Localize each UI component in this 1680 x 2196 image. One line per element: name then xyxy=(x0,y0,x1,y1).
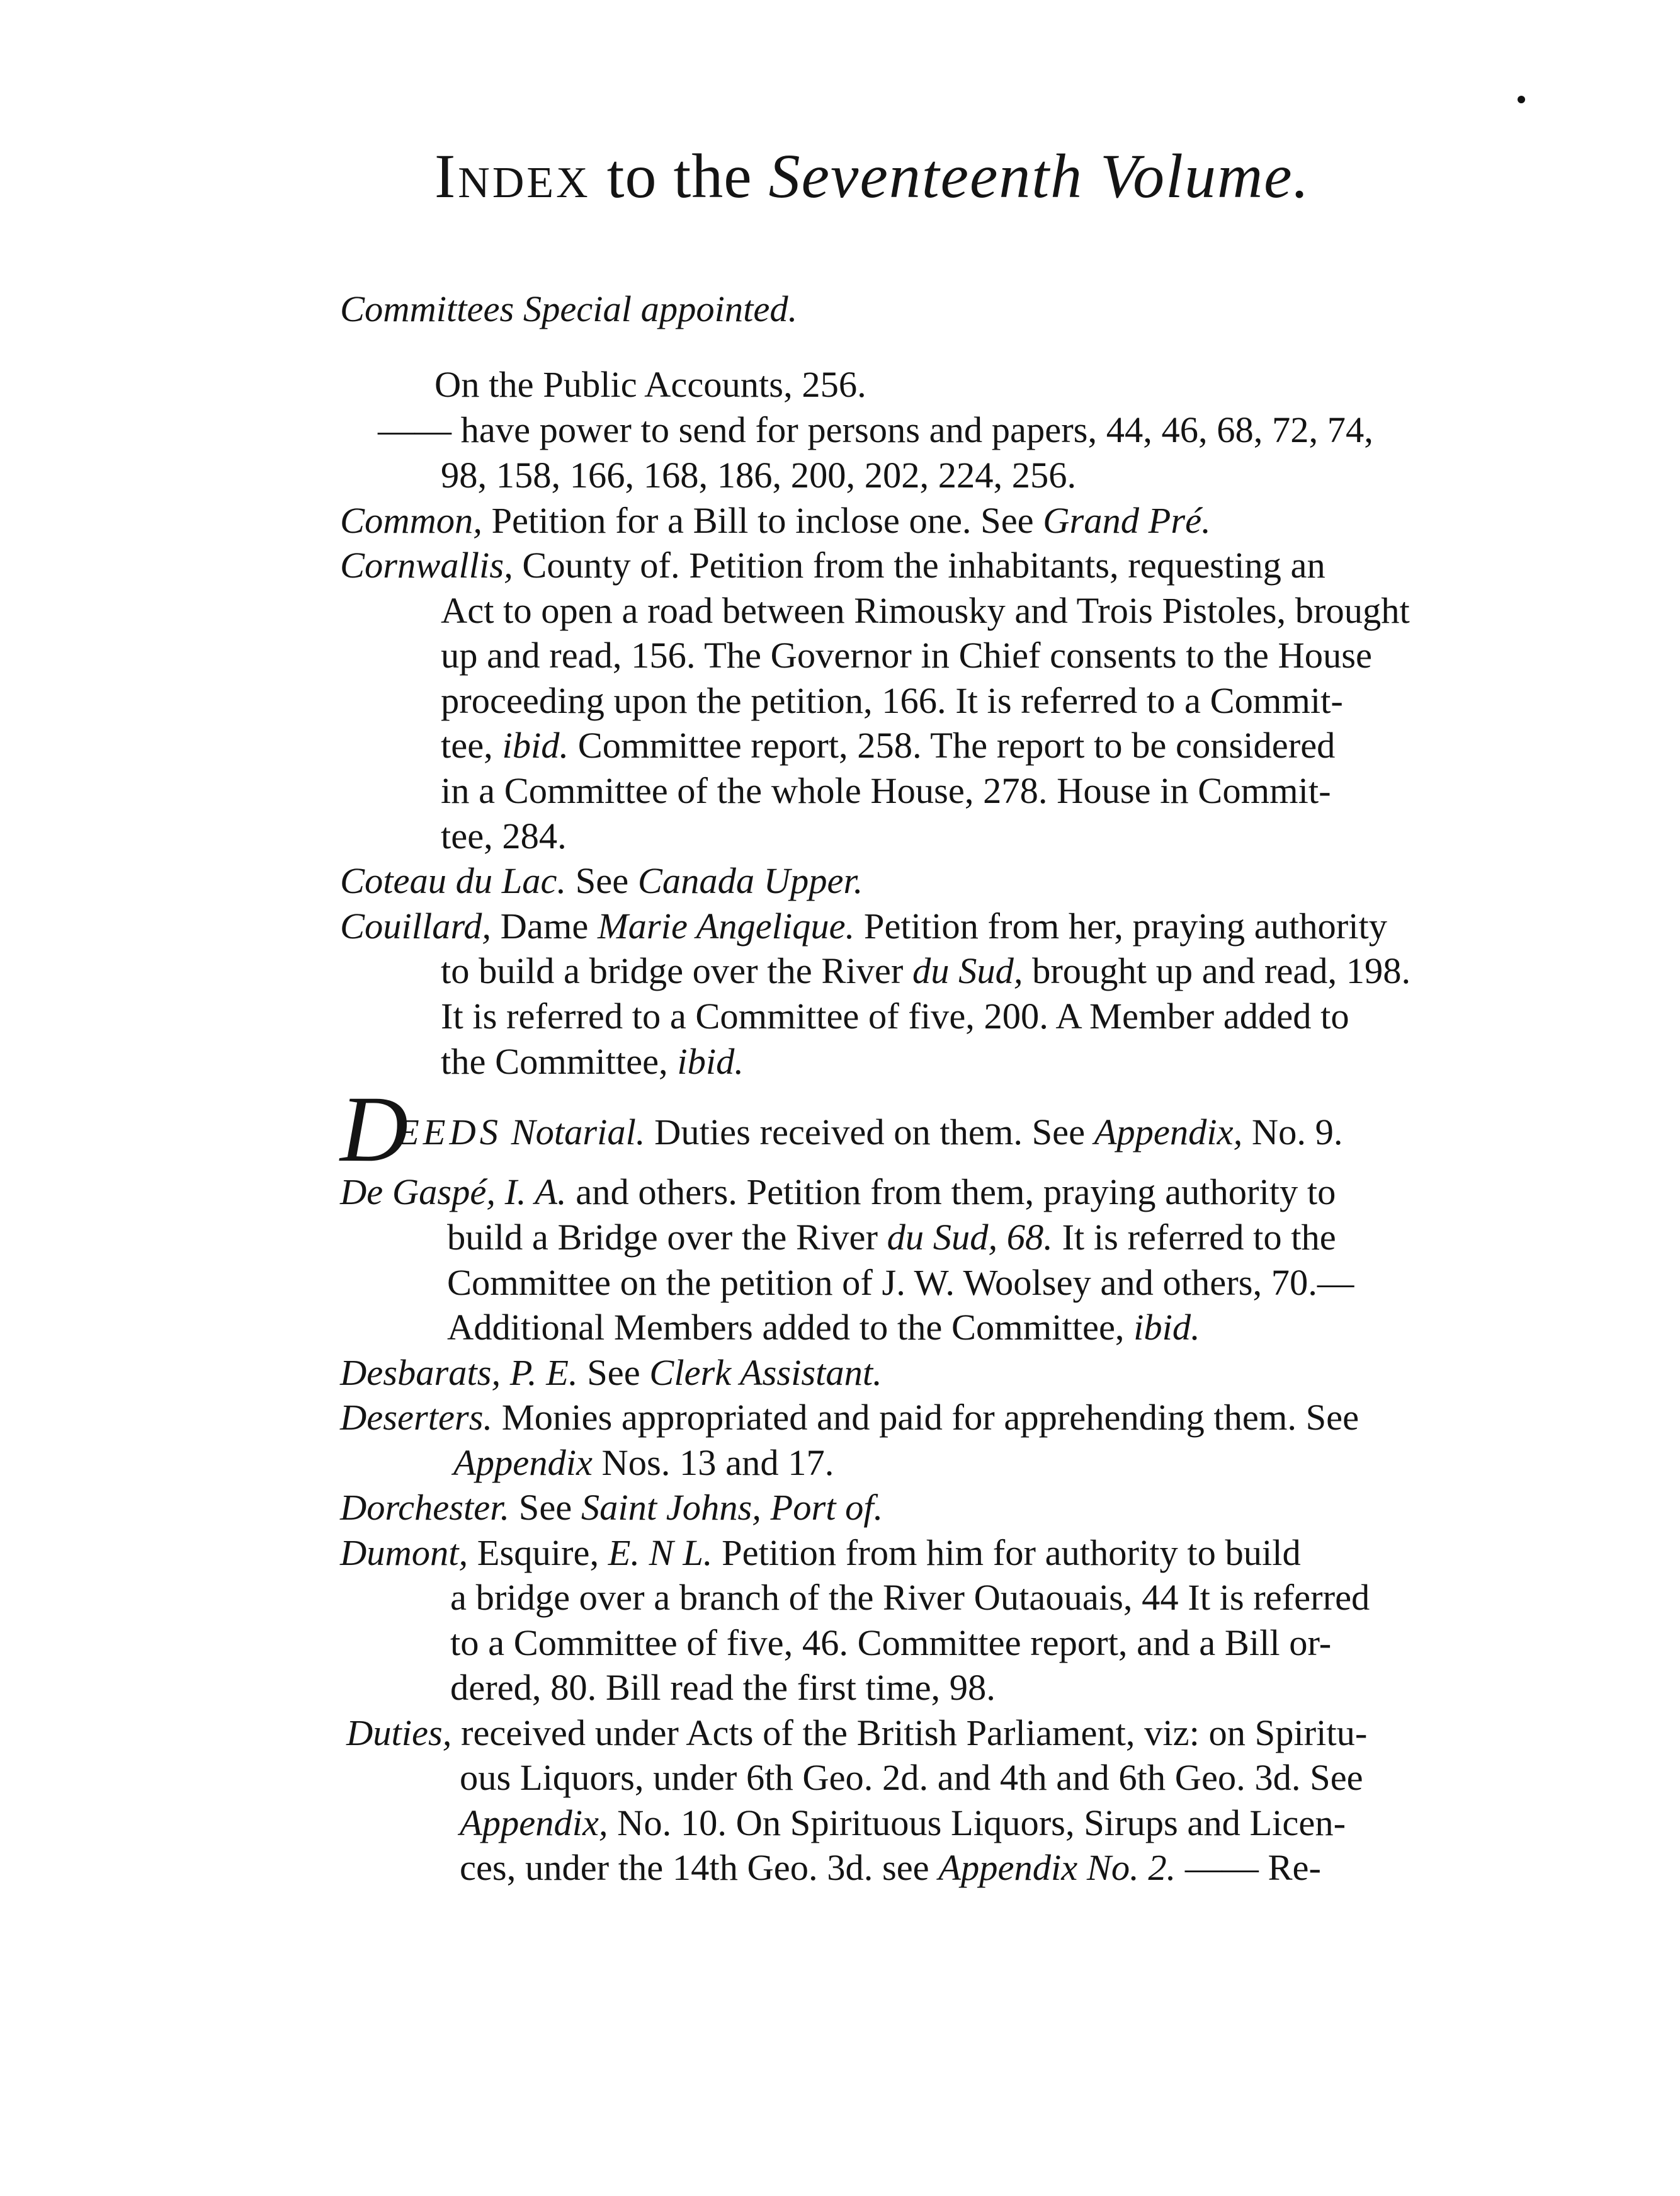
index-text: No. 9. xyxy=(1242,1112,1343,1152)
index-italic-text: Committees Special appointed. xyxy=(340,288,798,329)
index-line xyxy=(447,1305,1200,1350)
index-text: ces, under the 14th Geo. 3d. see xyxy=(460,1847,939,1888)
index-text: Act to open a road between Rimousky and Trois Pistoles, brought xyxy=(441,590,1410,631)
index-italic-text: Saint Johns, Port of. xyxy=(581,1487,883,1528)
index-text: build a Bridge over the River xyxy=(447,1217,887,1258)
index-line xyxy=(441,1039,744,1084)
index-line xyxy=(447,1260,1354,1306)
index-italic-text: ibid. xyxy=(1133,1307,1200,1348)
index-line xyxy=(340,498,1211,543)
index-line xyxy=(340,543,1325,588)
index-italic-text: Dumont, xyxy=(340,1532,468,1573)
index-text: ous Liquors, under 6th Geo. 2d. and 4th and 6th Geo. 3d. See xyxy=(460,1757,1363,1798)
index-text: the Committee, xyxy=(441,1041,678,1082)
index-text: No. 10. On Spirituous Liquors, Sirups and Licen- xyxy=(608,1802,1346,1843)
index-text: See xyxy=(509,1487,581,1528)
index-line xyxy=(441,453,1076,498)
index-line xyxy=(450,1575,1370,1620)
index-text: Petition from her, praying authority xyxy=(854,906,1388,947)
index-line xyxy=(441,948,1410,994)
index-line xyxy=(340,1169,1336,1215)
index-line xyxy=(450,1620,1331,1666)
index-line xyxy=(378,407,1373,453)
index-text: Esquire, xyxy=(468,1532,608,1573)
index-text: It is referred to a Committee of five, 200. A Member added to xyxy=(441,996,1349,1037)
drop-cap: D xyxy=(340,1077,409,1181)
index-italic-text: Grand Pré. xyxy=(1043,500,1211,541)
index-italic-text: Appendix, xyxy=(1094,1112,1243,1152)
index-text: Committee report, 258. The report to be considered xyxy=(569,725,1336,766)
index-text: tee, 284. xyxy=(441,816,567,856)
index-italic-text: Notarial. xyxy=(501,1112,645,1152)
index-line xyxy=(340,1350,882,1396)
index-line xyxy=(460,1845,1321,1891)
index-italic-text: Marie Angelique. xyxy=(597,906,855,947)
index-line xyxy=(441,588,1410,634)
index-text: up and read, 156. The Governor in Chief consents to the House xyxy=(441,635,1372,676)
title-volume: Seventeenth Volume. xyxy=(768,141,1310,211)
index-italic-text: Coteau du Lac. xyxy=(340,860,567,901)
index-text: Nos. 13 and 17. xyxy=(592,1442,834,1483)
index-text: dered, 80. Bill read the first time, 98. xyxy=(450,1667,996,1708)
index-italic-text: Appendix, xyxy=(460,1802,608,1843)
index-text: brought up and read, 198. xyxy=(1023,950,1411,991)
index-line xyxy=(340,287,797,332)
index-text: It is referred to the xyxy=(1052,1217,1336,1258)
index-line xyxy=(441,768,1331,814)
index-text: tee, xyxy=(441,725,502,766)
index-line xyxy=(447,1215,1336,1260)
index-italic-text: ibid. xyxy=(677,1041,744,1082)
index-text: received under Acts of the British Parliament, viz: on Spiritu- xyxy=(451,1712,1368,1753)
index-text: See xyxy=(566,860,638,901)
index-text: to build a bridge over the River xyxy=(441,950,912,991)
index-text: On the Public Accounts, 256. xyxy=(434,364,866,405)
index-italic-text: du Sud, xyxy=(912,950,1023,991)
page-title xyxy=(434,132,1442,220)
index-italic-text: EEDS xyxy=(397,1112,502,1152)
index-italic-text: Clerk Assistant. xyxy=(649,1352,882,1393)
index-line xyxy=(340,904,1387,949)
index-line xyxy=(340,1530,1301,1576)
index-text: Duties received on them. See xyxy=(645,1112,1094,1152)
index-italic-text: ibid. xyxy=(502,725,569,766)
index-italic-text: E. N L. xyxy=(608,1532,713,1573)
index-text: a bridge over a branch of the River Outaouais, 44 It is referred xyxy=(450,1577,1370,1618)
index-line xyxy=(460,1755,1363,1801)
index-line xyxy=(340,1395,1359,1440)
index-text: to a Committee of five, 46. Committee report, and a Bill or- xyxy=(450,1622,1332,1663)
index-italic-text: Cornwallis, xyxy=(340,545,513,586)
index-text: Petition for a Bill to inclose one. See xyxy=(482,500,1043,541)
index-text: and others. Petition from them, praying authority to xyxy=(566,1171,1336,1212)
index-line xyxy=(441,814,567,859)
index-text: 98, 158, 166, 168, 186, 200, 202, 224, 256. xyxy=(441,455,1077,496)
index-italic-text: Dorchester. xyxy=(340,1487,510,1528)
index-italic-text: Canada Upper. xyxy=(637,860,863,901)
index-italic-text: Common, xyxy=(340,500,482,541)
index-italic-text: Couillard, xyxy=(340,906,491,947)
index-line xyxy=(441,723,1335,768)
index-line xyxy=(450,1665,996,1710)
index-text: Petition from him for authority to build xyxy=(712,1532,1301,1573)
index-line xyxy=(441,994,1349,1039)
index-line xyxy=(441,633,1372,678)
index-text: Dame xyxy=(491,906,598,947)
index-text: County of. Petition from the inhabitants, requesting an xyxy=(513,545,1325,586)
index-line xyxy=(340,858,863,904)
index-text: Committee on the petition of J. W. Woolsey and others, 70.— xyxy=(447,1262,1354,1303)
index-line xyxy=(434,362,866,407)
index-italic-text: Appendix No. 2. xyxy=(938,1847,1176,1888)
index-line xyxy=(397,1110,1342,1155)
index-text: —— have power to send for persons and papers, 44, 46, 68, 72, 74, xyxy=(378,409,1373,450)
index-text: proceeding upon the petition, 166. It is referred to a Commit- xyxy=(441,680,1343,721)
index-italic-text: Deserters. xyxy=(340,1397,493,1438)
index-text: —— Re- xyxy=(1176,1847,1321,1888)
title-word-index: Index xyxy=(434,141,591,211)
index-text: in a Committee of the whole House, 278. House in Commit- xyxy=(441,770,1331,811)
index-text: Monies appropriated and paid for apprehending them. See xyxy=(492,1397,1359,1438)
index-line xyxy=(340,1485,883,1530)
index-text: See xyxy=(577,1352,650,1393)
index-line xyxy=(453,1440,834,1486)
index-italic-text: du Sud, 68. xyxy=(887,1217,1053,1258)
index-italic-text: Desbarats, P. E. xyxy=(340,1352,578,1393)
title-connector: to the xyxy=(590,141,769,211)
index-line xyxy=(346,1710,1367,1756)
index-line xyxy=(460,1801,1346,1846)
index-italic-text: De Gaspé, I. A. xyxy=(340,1171,567,1212)
ink-speck xyxy=(1518,96,1525,103)
index-text: Additional Members added to the Committee, xyxy=(447,1307,1134,1348)
index-italic-text: Appendix xyxy=(453,1442,593,1483)
index-italic-text: Duties, xyxy=(346,1712,452,1753)
index-line xyxy=(441,678,1343,724)
